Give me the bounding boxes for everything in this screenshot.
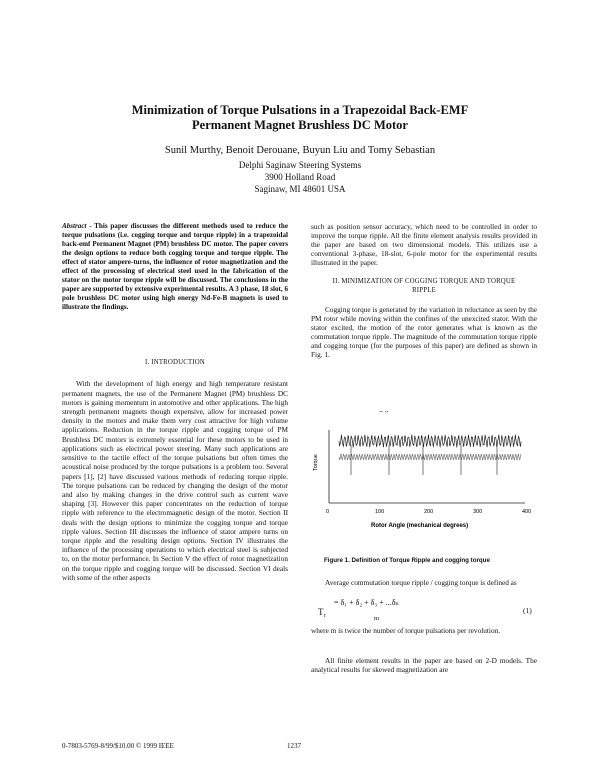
abstract [62, 222, 288, 312]
eq-lhs: T [318, 607, 324, 617]
x-tick-label: 100 [375, 509, 385, 515]
right-top-paragraph: such as position sensor accuracy, which need to be controlled in order to improve the torque ripple. All the finite element analysis results provided in the paper are based on two dimensional models. This utilizes use a conventional 3-phase, 18-slot, 6-pole motor for the experimental results illustrated in the paper. [311, 222, 537, 268]
where-block [311, 626, 537, 635]
x-tick-label: 300 [473, 509, 483, 515]
title-line-1: Minimization of Torque Pulsations in a Trapezoidal Back-EMF [131, 103, 469, 117]
section-heading-2-line-1: II. MINIMIZATION OF COGGING TORQUE AND TORQUE [332, 278, 516, 286]
figure-caption: Figure 1. Definition of Torque Ripple and cogging torque [324, 557, 490, 564]
intro-paragraph: With the development of high energy and high temperature resistant permanent magnets, the use of the Permanent Magnet (PM) brushless DC motors is gaining momentum in automotive and other applications. The high strength permanent magnets though expensive, allow for increased power density in the motors and make them very cost attractive for high volume applications. Reduction in the torque ripple and cogging torque of PM Brushless DC motors is extremely essential for these motors to be used in applications such as electrical power steering. Many such applications are sensitive to the tactile effect of the torque pulsations but often times the acoustical noise produced by the torque pulsations is a problem too. Several papers [1], [2] have discussed various methods of reducing torque ripple. The torque pulsations can be reduced by changing the design of the motor and also by making changes in the drive control such as current wave shaping [3]. However this paper concentrates on the reduction of torque ripple with reference to the electromagnetic design of the motor. Section II deals with the design options to minimize the cogging torque and torque ripple values. Section III discusses the influence of stator ampere turns on torque ripple and the resulting design options. Section IV illustrates the influence of the processing operations to which electrical steel is subjected to, on the motor performance. In Section V the effect of rotor magnetization on the torque ripple and cogging torque will be discussed. Section VI deals with some of the other aspects [62, 379, 288, 582]
x-axis-label: Rotor Angle (mechanical degrees) [371, 523, 469, 529]
last-block [311, 656, 537, 674]
section-heading-2-line-2: RIPPLE [412, 287, 436, 295]
eq-numerator: = δ₁ + δ₂ + δ₃ + ...δₙ [334, 598, 399, 607]
x-tick-label: 400 [522, 509, 532, 515]
section-2-paragraph: Cogging torque is generated by the variation in reluctance as seen by the PM rotor while moving within the confines of the unexcited stator. With the stator excited, the motion of the rotor generates what is known as the commutation torque ripple. The magnitude of the commutation torque ripple and cogging torque (for the purposes of this paper) are defined as shown in Fig. 1. [311, 305, 537, 360]
footer-isbn: 0-7803-5769-8/99/$10.00 © 1999 IEEE [62, 742, 174, 750]
x-tick-labels [326, 509, 531, 515]
abstract-text: - This paper discusses the different methods used to reduce the torque pulsations (i.e. cogging torque and torque ripple) in a trapezoidal back-emf Permanent Magnet (PM) brushless DC motor. The paper covers the design options to reduce both cogging torque and torque ripple. The effect of stator ampere-turns, the influence of rotor magnetization and the effect of the processing of electrical steel used in the fabrication of the stator on the motor torque ripple will be discussed. The conclusions in the paper are supported by extensive experimental results. A 3 phase, 18 slot, 6 pole brushless DC motor using high energy Nd-Fe-B magnets is used to illustrate the findings. [62, 222, 289, 312]
right-column [311, 222, 537, 360]
x-tick-label: 0 [326, 509, 330, 515]
cogging-torque-trace [339, 454, 521, 460]
page-number: 1237 [287, 742, 301, 750]
definition-block [311, 578, 537, 587]
paper-title [0, 103, 600, 133]
last-paragraph: All finite element results in the paper are based on 2-D models. The analytical results for skewed magnetization are [311, 656, 537, 675]
author-block [0, 144, 600, 195]
definition-text: Average commutation torque ripple / cogging torque is defined as [325, 578, 517, 587]
eq-subscript: r [324, 613, 326, 619]
equation-1 [318, 598, 538, 626]
torque-ripple-trace [339, 435, 521, 448]
figure-top-marks: -- -- [379, 409, 389, 415]
title-line-2: Permanent Magnet Brushless DC Motor [192, 118, 408, 132]
address-line-1: 3900 Holland Road [264, 172, 336, 182]
left-column [62, 222, 288, 582]
affiliation: Delphi Saginaw Steering Systems [238, 160, 362, 170]
torque-waveform [339, 435, 521, 476]
eq-number: (1) [523, 606, 532, 615]
x-tick-label: 200 [424, 509, 434, 515]
eq-denominator: m [374, 615, 380, 622]
where-text: where m is twice the number of torque pulsations per revolution. [311, 626, 501, 635]
y-axis-label: Torque [313, 454, 319, 471]
section-heading-introduction: I. INTRODUCTION [144, 359, 205, 367]
address-line-2: Saginaw, MI 48601 USA [254, 184, 346, 194]
abstract-lead: Abstract [62, 222, 87, 230]
figure-1 [311, 405, 537, 555]
authors: Sunil Murthy, Benoit Derouane, Buyun Liu and Tomy Sebastian [164, 145, 436, 156]
section-heading-2 [311, 277, 537, 295]
